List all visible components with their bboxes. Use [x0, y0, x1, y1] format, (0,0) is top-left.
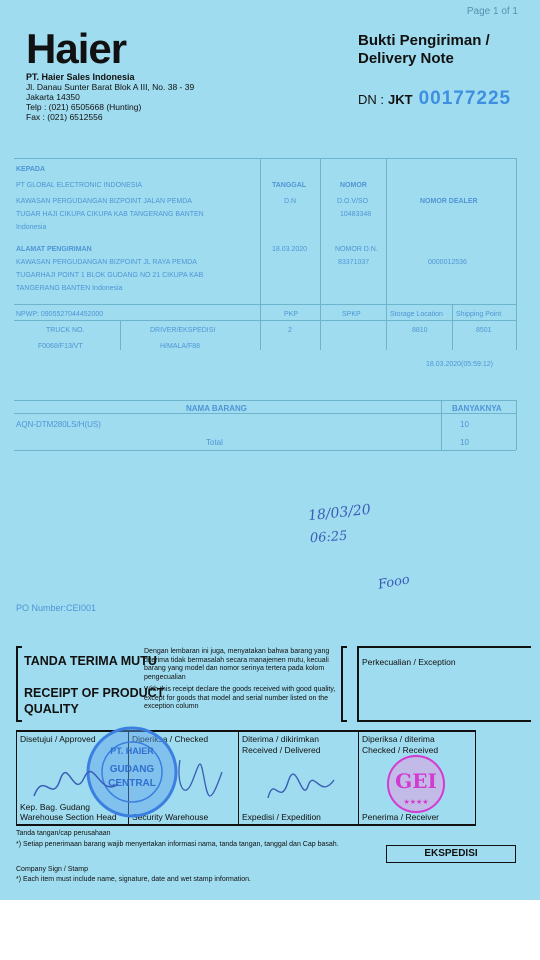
- receipt-box-left: [16, 646, 18, 722]
- shipping-value: 8501: [476, 327, 492, 334]
- document-title: [358, 32, 490, 68]
- sig-receiver-label: Diperiksa / diterima: [362, 734, 435, 744]
- sig-approved-role: Kep. Bag. Gudang: [20, 802, 90, 812]
- dn-separator: :: [380, 92, 385, 107]
- stamp1-line2: GUDANG: [109, 764, 155, 775]
- stamp1-line3: CENTRAL: [108, 778, 156, 789]
- dn-number: 00177225: [418, 88, 512, 109]
- col-divider-truck: [120, 320, 121, 350]
- exception-box-bottom: [357, 720, 531, 722]
- items-col-divider: [441, 400, 442, 450]
- item-row-qty: 10: [460, 420, 469, 429]
- sig-receiver-role: Penerima / Receiver: [362, 812, 440, 822]
- receipt-box-bl: [16, 720, 22, 722]
- note2-title: Company Sign / Stamp: [16, 866, 88, 873]
- col-divider-right: [516, 158, 517, 350]
- exception-box-left: [357, 646, 359, 722]
- address-line-2: Jakarta 14350: [26, 92, 80, 102]
- pkp-label: PKP: [284, 311, 299, 318]
- sig-div-3: [358, 730, 359, 826]
- recipient-country: Indonesia: [16, 224, 47, 231]
- receipt-text-en: With this receipt declare the goods received with good quality, except for goods that model and serial number listed on the exception column: [144, 686, 336, 710]
- dn-label: DN: [358, 92, 377, 107]
- storage-label: Storage Location: [390, 311, 443, 318]
- pkp-value: 2: [288, 327, 292, 334]
- sig-box-left: [16, 730, 17, 826]
- col-divider-2: [320, 158, 321, 350]
- receipt-box-mid-b: [341, 720, 347, 722]
- note2: *) Each item must include name, signature, date and wet stamp information.: [16, 876, 252, 883]
- phone: Telp : (021) 6505668 (Hunting): [26, 102, 142, 112]
- recipient-addr-1: KAWASAN PERGUDANGAN BIZPOINT JALAN PEMDA: [16, 198, 192, 205]
- shipping-label: Shipping Point: [456, 311, 502, 318]
- doc-title-line-2: Delivery Note: [358, 50, 454, 67]
- note1: *) Setiap penerimaan barang wajib menyertakan informasi nama, tanda tangan, tanggal dan Cap basah.: [16, 841, 339, 848]
- receipt-box-tl: [16, 646, 22, 648]
- dn-number-row: [358, 88, 511, 110]
- sig-received-role: Expedisi / Expedition: [242, 812, 321, 822]
- dn-code: D.N: [284, 198, 297, 205]
- spkp-label: SPKP: [342, 311, 361, 318]
- company-info: [26, 72, 194, 122]
- storage-value: 8810: [412, 327, 428, 334]
- items-right: [516, 400, 517, 450]
- ship-addr-1: KAWASAN PERGUDANGAN BIZPOINT JL RAYA PEMDA: [16, 259, 197, 266]
- sig-div-2: [238, 730, 239, 826]
- item-qty-header: BANYAKNYA: [452, 404, 502, 413]
- print-timestamp: 18.03.2020(05:59:12): [426, 361, 493, 368]
- signature-checked-icon: [170, 752, 230, 814]
- sig-approved-label: Disetujui / Approved: [20, 734, 96, 744]
- dov-value: 10483348: [340, 211, 372, 218]
- sig-checked-role: Security Warehouse: [132, 812, 209, 822]
- dealer-value: 0000012536: [428, 259, 467, 266]
- ship-label: ALAMAT PENGIRIMAN: [16, 246, 92, 253]
- driver-value: H/MALA/F88: [160, 343, 201, 350]
- divider-truck: [14, 320, 516, 321]
- nomor-dn-value: 83371037: [338, 259, 370, 266]
- receipt-box-mid-t: [341, 646, 347, 648]
- kepada-label: KEPADA: [16, 166, 46, 173]
- recipient-addr-2: TUGAR HAJI CIKUPA CIKUPA KAB TANGERANG BANTEN: [16, 211, 204, 218]
- total-value: 10: [460, 438, 469, 447]
- sig-received-label-2: Received / Delivered: [242, 745, 321, 755]
- ship-addr-2: TUGARHAJI POINT 1 BLOK GUDANG NO 21 CIKUPA KAB: [16, 272, 204, 279]
- total-label: Total: [206, 438, 223, 447]
- truck-value: F0068/F13/VT: [38, 343, 83, 350]
- exception-box-top: [357, 646, 531, 648]
- handwritten-date: 18/03/20: [307, 501, 372, 525]
- col-divider-3: [386, 158, 387, 350]
- po-number: PO Number:CEI001: [16, 603, 97, 613]
- tanggal-label: TANGGAL: [272, 182, 307, 189]
- sig-box-bottom: [16, 824, 476, 826]
- handwritten-sign: Fooo: [376, 572, 411, 593]
- receipt-title-en-2: QUALITY: [24, 702, 79, 716]
- sig-box-right: [475, 730, 476, 826]
- sig-receiver-label-2: Checked / Received: [362, 745, 439, 755]
- company-name: PT. Haier Sales Indonesia: [26, 72, 135, 82]
- address-line-1: Jl. Danau Sunter Barat Blok A III, No. 38 - 39: [26, 82, 195, 92]
- col-divider-4: [452, 304, 453, 350]
- sig-received-label: Diterima / dikirimkan: [242, 734, 319, 744]
- haier-logo: Haier: [26, 25, 127, 72]
- items-bottom: [14, 450, 516, 451]
- nomor-label: NOMOR: [340, 182, 367, 189]
- sig-approved-role-2: Warehouse Section Head: [20, 812, 117, 822]
- item-name-header: NAMA BARANG: [186, 404, 248, 413]
- svg-text:★★★★: ★★★★: [403, 798, 429, 806]
- date-value: 18.03.2020: [272, 246, 308, 253]
- signature-expedition-icon: [262, 768, 342, 814]
- signature-approved-icon: [30, 760, 130, 810]
- stamp1-line1: PT. HAIER: [110, 746, 154, 756]
- exception-label: Perkecualian / Exception: [362, 657, 456, 667]
- dn-city: JKT: [388, 92, 413, 107]
- npwp: NPWP: 0905527044452000: [16, 311, 104, 318]
- dov-label: D.O.V/SO: [337, 198, 369, 205]
- note1-title: Tanda tangan/cap perusahaan: [16, 830, 111, 837]
- receipt-box-mid: [341, 646, 343, 722]
- recipient-name: PT GLOBAL ELECTRONIC INDONESIA: [16, 182, 143, 189]
- divider-top: [14, 158, 516, 159]
- truck-label: TRUCK NO.: [46, 327, 85, 334]
- receipt-title-en-1: RECEIPT OF PRODUCT: [24, 686, 165, 700]
- doc-title-line-1: Bukti Pengiriman /: [358, 32, 490, 49]
- fax: Fax : (021) 6512556: [26, 112, 103, 122]
- receipt-text-id: Dengan lembaran ini juga, menyatakan bahwa barang yang diterima tidak bermasalah secara manajemen mutu, kecuali barang yang model dan nomor serinya tertera pada kolom pengecualian: [144, 648, 330, 681]
- handwritten-time: 06:25: [309, 528, 348, 547]
- ekspedisi-box: EKSPEDISI: [386, 845, 516, 863]
- divider-npwp: [14, 304, 516, 305]
- gei-stamp-text: GEI: [395, 769, 437, 793]
- sig-checked-label: Diperiksa / Checked: [132, 734, 209, 744]
- gei-stamp-icon: [380, 752, 452, 816]
- nomor-dn-label: NOMOR D.N.: [335, 246, 378, 253]
- item-row-name: AQN-DTM280LS/H(US): [16, 420, 101, 429]
- page-number: Page 1 of 1: [466, 6, 518, 17]
- col-divider-1: [260, 158, 261, 350]
- receipt-title-id: TANDA TERIMA MUTU: [24, 654, 157, 668]
- ship-addr-3: TANGERANG BANTEN Indonesia: [16, 285, 123, 292]
- driver-label: DRIVER/EKSPEDISI: [150, 327, 216, 334]
- dealer-label: NOMOR DEALER: [420, 198, 478, 205]
